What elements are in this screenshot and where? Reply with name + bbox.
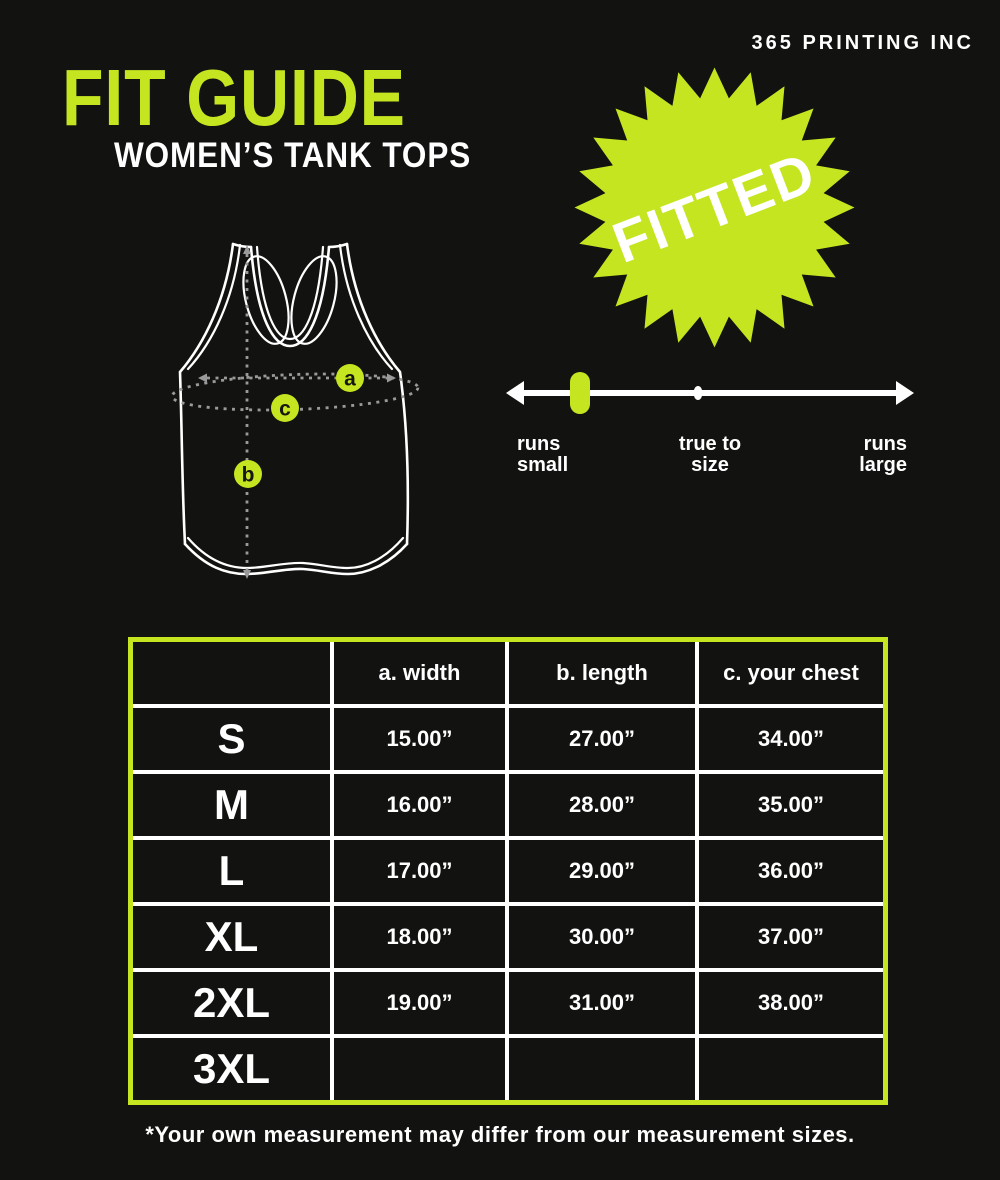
length-value bbox=[505, 1038, 695, 1100]
fitted-badge-label: FITTED bbox=[604, 140, 825, 276]
table-body bbox=[133, 704, 883, 1100]
marker-a-label: a bbox=[344, 367, 356, 391]
length-value: 29.00” bbox=[505, 840, 695, 902]
width-value: 16.00” bbox=[330, 774, 505, 836]
size-label: L bbox=[218, 847, 245, 894]
chest-value bbox=[695, 1038, 883, 1100]
chest-value: 36.00” bbox=[695, 840, 883, 902]
chest-value: 34.00” bbox=[695, 708, 883, 770]
page-title: FIT GUIDE bbox=[62, 53, 406, 142]
fit-scale bbox=[500, 356, 920, 426]
chest-value: 38.00” bbox=[695, 972, 883, 1034]
runs-small-line2: small bbox=[517, 454, 569, 476]
column-header-chest: c. your chest bbox=[695, 642, 883, 704]
size-label: 3XL bbox=[192, 1045, 271, 1092]
measurement-marker-a bbox=[336, 364, 364, 392]
table-header-row bbox=[133, 642, 883, 704]
marker-c-label: c bbox=[279, 397, 291, 421]
runs-large-line2: large bbox=[859, 454, 907, 476]
size-label: S bbox=[217, 715, 246, 762]
fit-indicator bbox=[570, 372, 590, 414]
chest-value: 35.00” bbox=[695, 774, 883, 836]
scale-center-dot bbox=[694, 386, 703, 400]
chest-value: 37.00” bbox=[695, 906, 883, 968]
footnote: *Your own measurement may differ from our measurement sizes. bbox=[145, 1122, 855, 1147]
size-label: M bbox=[214, 781, 249, 828]
true-to-size-line1: true to bbox=[678, 433, 742, 455]
table-row bbox=[133, 770, 883, 836]
length-value: 28.00” bbox=[505, 774, 695, 836]
brand-name: 365 PRINTING INC bbox=[751, 32, 974, 54]
tank-top-diagram bbox=[150, 232, 470, 592]
width-value: 17.00” bbox=[330, 840, 505, 902]
length-value: 30.00” bbox=[505, 906, 695, 968]
table-row bbox=[133, 902, 883, 968]
true-to-size-line2: size bbox=[691, 454, 729, 476]
width-value: 19.00” bbox=[330, 972, 505, 1034]
runs-large-line1: runs bbox=[863, 433, 907, 455]
table-row bbox=[133, 836, 883, 902]
table-row bbox=[133, 968, 883, 1034]
scale-label-runs-small bbox=[517, 434, 568, 476]
column-header-length: b. length bbox=[505, 642, 695, 704]
marker-b-label: b bbox=[241, 463, 255, 487]
table-row bbox=[133, 704, 883, 770]
size-label: 2XL bbox=[192, 979, 271, 1026]
length-value: 27.00” bbox=[505, 708, 695, 770]
table-row bbox=[133, 1034, 883, 1100]
width-value: 18.00” bbox=[330, 906, 505, 968]
page-subtitle: WOMEN’S TANK TOPS bbox=[114, 136, 472, 175]
size-table bbox=[128, 637, 888, 1105]
runs-small-line1: runs bbox=[517, 433, 561, 455]
column-header-width: a. width bbox=[330, 642, 505, 704]
table-corner-cell bbox=[133, 642, 330, 704]
scale-arrow-left-icon bbox=[506, 381, 524, 405]
length-value: 31.00” bbox=[505, 972, 695, 1034]
size-label: XL bbox=[204, 913, 259, 960]
scale-label-true-to-size bbox=[645, 434, 775, 476]
measurement-marker-c bbox=[271, 394, 299, 422]
measurement-marker-b bbox=[234, 460, 262, 488]
scale-arrow-right-icon bbox=[896, 381, 914, 405]
width-value bbox=[330, 1038, 505, 1100]
width-value: 15.00” bbox=[330, 708, 505, 770]
scale-label-runs-large bbox=[825, 434, 907, 476]
fitted-badge bbox=[572, 65, 857, 350]
